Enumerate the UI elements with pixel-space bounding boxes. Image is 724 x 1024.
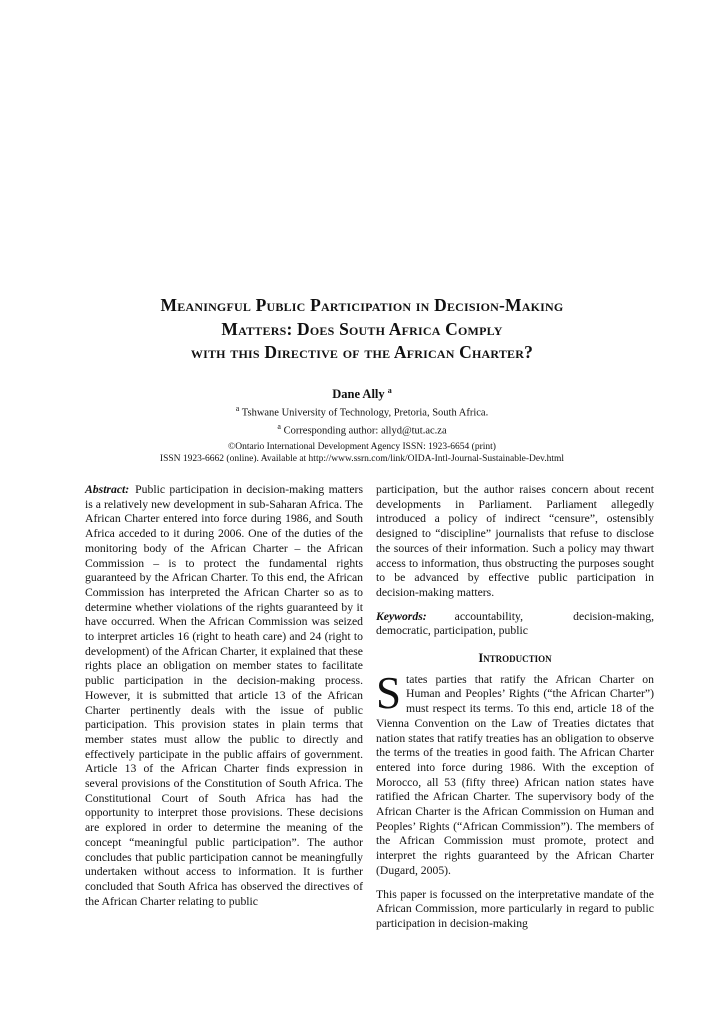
author-block: [0, 383, 724, 437]
author-name-text: Dane Ally: [332, 387, 385, 402]
left-column: [85, 483, 363, 941]
abstract-label: Abstract:: [85, 483, 130, 496]
affiliation-text: Tshwane University of Technology, Pretoria, South Africa.: [241, 407, 489, 419]
keywords-text: accountability, decision-making, democratic, participation, public: [376, 609, 654, 638]
introduction-heading: Introduction: [478, 651, 552, 666]
corresponding-text: Corresponding author: allyd@tut.ac.za: [283, 425, 447, 437]
introduction-paragraph-1: [376, 667, 654, 879]
author-name: [0, 383, 724, 402]
paper-title: [0, 294, 724, 365]
abstract-continuation-paragraph: [376, 483, 654, 601]
right-column: [376, 483, 654, 941]
author-affiliation: [0, 402, 724, 420]
keywords-label: Keywords:: [376, 609, 427, 623]
keywords-paragraph: [376, 610, 654, 639]
paper-title-line-2: Matters: Does South Africa Comply: [221, 318, 503, 339]
imprint-block: [0, 441, 724, 465]
author-note-marker: a: [387, 386, 392, 395]
corresponding-author: [0, 420, 724, 438]
introduction-paragraph-2: This paper is focussed on the interpretative mandate of the African Commission, more particularly in regard to public participation in decision-making: [376, 887, 654, 930]
paper-title-line-3: with this Directive of the African Charter?: [190, 342, 534, 362]
abstract-paragraph: [85, 483, 363, 909]
abstract-text-right: participation, but the author raises concern about recent developments in Parliament. Parliament allegedly introduced a policy of indirect “censure”, ostensibly designed to “discipline” journalists that refuse to disclose the sources of their information. Such a policy may thwart access to information, thus obstructing the purposes sought to be advanced by effective public participation in decision-making matters.: [376, 483, 654, 599]
introduction-paragraph-1-text: tates parties that ratify the African Charter on Human and Peoples’ Rights (“the African Charter”) must respect its terms. To this end, article 18 of the Vienna Convention on the Law of Treaties dictates that nation states that ratify treaties has an obligation to observe the terms of the treaties in good faith. The African Charter entered into force during 1986. With the exception of Morocco, all 53 (fifty three) African nation states have ratified the African Charter. The supervisory body of the African Charter is the African Commission on Human and Peoples’ Rights (“African Commission”). The members of the African Commission must promote, protect and interpret the rights guaranteed by the African Charter (Dugard, 2005).: [376, 672, 654, 877]
imprint-line-2: ISSN 1923-6662 (online). Available at http://www.ssrn.com/link/OIDA-Intl-Journal-Sustainable-Dev.html: [159, 454, 565, 464]
dropcap-letter: S: [376, 667, 402, 718]
imprint-line-1: ©Ontario International Development Agency ISSN: 1923-6654 (print): [228, 442, 496, 452]
paper-title-line-1: Meaningful Public Participation in Decision-Making: [160, 295, 564, 315]
corresponding-note-marker: a: [277, 421, 281, 431]
affiliation-note-marker: a: [235, 404, 240, 414]
abstract-text-left: Public participation in decision-making matters is a relatively new development in sub-Saharan Africa. The African Charter entered into force during 1986, and South Africa acceded to it during 2006. One of the duties of the monitoring body of the African Charter – the African Commission – is to protect the fundamental rights guaranteed by the African Charter. To this end, the African Commission has interpreted the African Charter so as to determine whether violations of the rights guaranteed by it have occurred. When the African Commission was seized to interpret articles 16 (right to heath care) and 24 (right to development) of the African Charter, it explained that these rights place an obligation on member states to facilitate public participation in the decision-making process. However, it is submitted that article 13 of the African Charter pertinently deals with the issue of public participation. This provision states in plain terms that member states must allow the public to directly and effectively participate in the public affairs of government. Article 13 of the African Charter finds expression in several provisions of the Constitution of South Africa. The Constitutional Court of South Africa has had the opportunity to interpret those provisions. These decisions are explored in order to determine the meaning of the concept “meaningful public participation”. The author concludes that public participation cannot be meaningfully undertaken without access to information. It is further concluded that South Africa has observed the directives of the African Charter relating to public: [85, 483, 363, 908]
two-column-body: [85, 483, 655, 941]
